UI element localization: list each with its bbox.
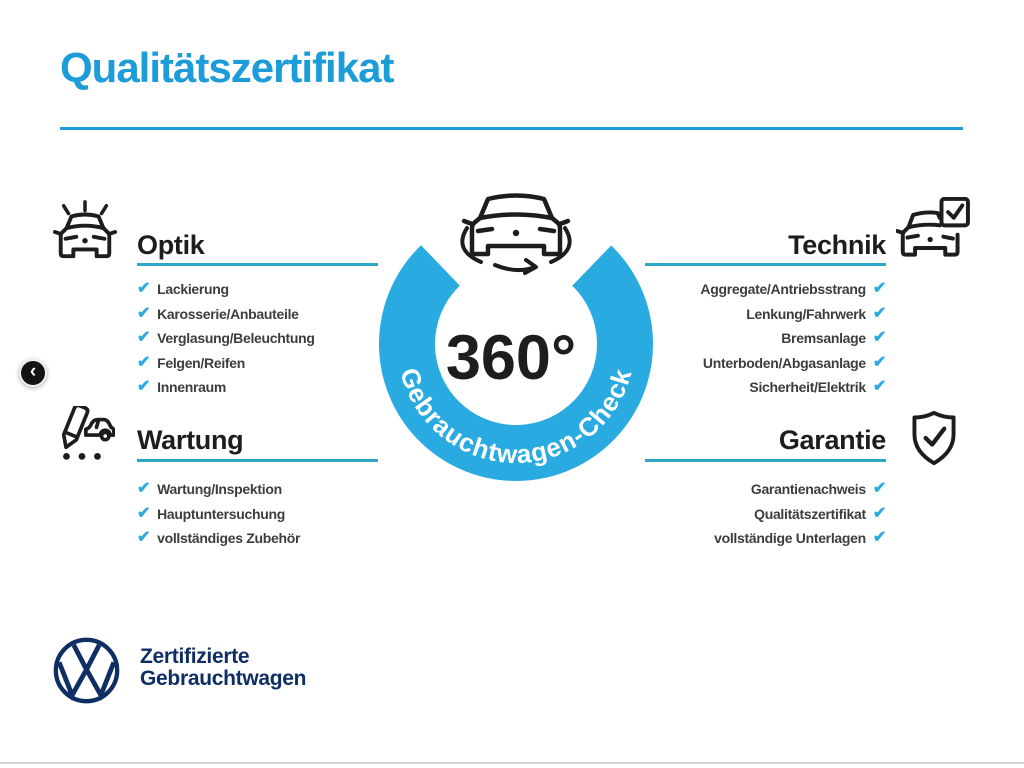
- checklist-item: [714, 502, 886, 527]
- checklist-item-label: Aggregate/Antriebsstrang: [700, 281, 866, 298]
- checklist-item: [137, 277, 315, 302]
- checklist-item: [700, 351, 886, 376]
- checklist-item: [700, 302, 886, 327]
- checklist-item: [137, 502, 300, 527]
- sparkling-car-icon: [50, 198, 120, 264]
- title-divider: [60, 127, 963, 130]
- checklist-item: [137, 326, 315, 351]
- checklist-item-label: vollständiges Zubehör: [157, 530, 301, 547]
- check-icon: ✔: [137, 378, 151, 396]
- page-title: Qualitätszertifikat: [60, 44, 394, 91]
- prev-arrow-button[interactable]: [19, 359, 47, 387]
- checklist-item: [137, 351, 315, 376]
- check-icon: ✔: [872, 504, 886, 522]
- checklist-item-label: Unterboden/Abgasanlage: [702, 354, 866, 371]
- section-title-technik: Technik: [788, 230, 886, 260]
- checklist-item-label: Lackierung: [157, 281, 229, 298]
- check-icon: ✔: [872, 329, 886, 347]
- checklist-item-label: Lenkung/Fahrwerk: [746, 305, 866, 322]
- checklist-item-label: Qualitätszertifikat: [754, 505, 866, 522]
- window-bottom-edge: [0, 762, 1024, 764]
- checklist-technik: [700, 277, 886, 400]
- rotating-car-icon: [462, 196, 569, 274]
- check-icon: ✔: [872, 480, 886, 498]
- checklist-item-label: Verglasung/Beleuchtung: [157, 330, 315, 347]
- checklist-item-label: Innenraum: [157, 379, 226, 396]
- checklist-item: [700, 375, 886, 400]
- checklist-item-label: Wartung/Inspektion: [157, 481, 282, 498]
- check-icon: ✔: [137, 504, 151, 522]
- check-icon: ✔: [137, 280, 151, 298]
- checklist-item-label: vollständige Unterlagen: [714, 530, 866, 547]
- section-title-optik: Optik: [137, 230, 205, 260]
- checklist-garantie: [714, 477, 886, 551]
- section-rule-garantie: [645, 459, 886, 462]
- checklist-item-label: Felgen/Reifen: [157, 354, 246, 371]
- pen-car-checklist-icon: [47, 406, 115, 468]
- check-icon: ✔: [137, 480, 151, 498]
- check-icon: ✔: [872, 353, 886, 371]
- section-title-wartung: Wartung: [137, 425, 244, 455]
- brand-line2: Gebrauchtwagen: [140, 666, 307, 690]
- section-rule-technik: [645, 263, 886, 266]
- checklist-item: [137, 477, 300, 502]
- check-icon: ✔: [137, 329, 151, 347]
- car-checkbox-icon: [896, 197, 970, 265]
- check-icon: ✔: [872, 280, 886, 298]
- check-icon: ✔: [137, 353, 151, 371]
- badge-360: [377, 188, 657, 488]
- check-icon: ✔: [872, 304, 886, 322]
- badge-ring-label: Gebrauchtwagen-Check: [394, 364, 638, 470]
- checklist-item-label: Bremsanlage: [781, 330, 866, 347]
- brand-text: [140, 646, 306, 689]
- checklist-wartung: [137, 477, 300, 551]
- checklist-item: [137, 375, 315, 400]
- checklist-item-label: Sicherheit/Elektrik: [749, 379, 866, 396]
- check-icon: ✔: [137, 304, 151, 322]
- checklist-item: [137, 302, 315, 327]
- check-icon: ✔: [872, 378, 886, 396]
- checklist-item: [700, 326, 886, 351]
- checklist-item: [700, 277, 886, 302]
- checklist-item-label: Garantienachweis: [750, 481, 866, 498]
- brand-line1: Zertifizierte: [140, 645, 250, 668]
- section-rule-wartung: [137, 459, 378, 462]
- checklist-item: [137, 526, 300, 551]
- shield-check-icon: [907, 409, 961, 467]
- badge-value: 360°: [445, 323, 577, 393]
- chevron-left-icon: ‹: [29, 361, 37, 382]
- checklist-item: [714, 477, 886, 502]
- check-icon: ✔: [137, 529, 151, 547]
- checklist-item-label: Hauptuntersuchung: [157, 505, 286, 522]
- checklist-optik: [137, 277, 315, 400]
- checklist-item-label: Karosserie/Anbauteile: [157, 305, 299, 322]
- section-rule-optik: [137, 263, 378, 266]
- section-title-garantie: Garantie: [778, 425, 886, 455]
- check-icon: ✔: [872, 529, 886, 547]
- vw-logo: [52, 636, 121, 705]
- checklist-item: [714, 526, 886, 551]
